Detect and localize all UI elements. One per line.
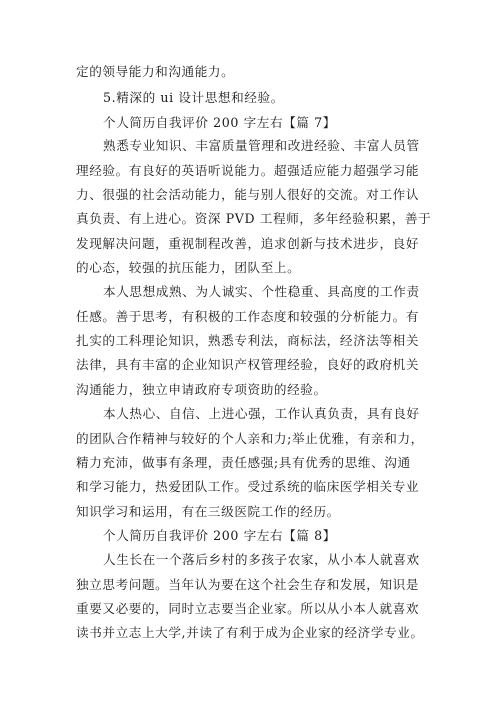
section-heading: 个人简历自我评价 200 字左右【篇 7】 — [103, 115, 336, 130]
text-line: 任感。善于思考，有积极的工作态度和较强的分析能力。有 — [76, 309, 420, 324]
text-line: 沟通能力，独立申请政府专项资助的经验。 — [76, 382, 327, 397]
text-line: 知识学习和运用，有在三级医院工作的经历。 — [76, 504, 340, 519]
section-heading: 个人简历自我评价 200 字左右【篇 8】 — [103, 528, 336, 543]
text-line: 重要又必要的，同时立志要当企业家。所以从小本人就喜欢 — [76, 601, 420, 616]
text-line: 定的领导能力和沟通能力。 — [76, 64, 235, 79]
text-line: 熟悉专业知识、丰富质量管理和改进经验、丰富人员管 — [103, 138, 420, 153]
text-line: 真负责、有上进心。资深 PVD 工程师，多年经验积累，善于 — [76, 211, 432, 226]
text-line: 的心态，较强的抗压能力，团队至上。 — [76, 260, 301, 275]
text-line: 本人热心、自信、上进心强，工作认真负责，具有良好 — [103, 406, 420, 421]
text-line: 理经验。有良好的英语听说能力。超强适应能力超强学习能 — [76, 163, 420, 178]
text-line: 发现解决问题，重视制程改善，追求创新与技术进步，良好 — [76, 236, 420, 251]
text-line: 人生长在一个落后乡村的多孩子农家，从小本人就喜欢 — [103, 552, 420, 567]
text-line: 力、很强的社会活动能力，能与别人很好的交流。对工作认 — [76, 187, 420, 202]
text-line: 的团队合作精神与较好的个人亲和力;举止优雅，有亲和力， — [76, 431, 424, 446]
text-line: 和学习能力，热爱团队工作。受过系统的临床医学相关专业 — [76, 479, 420, 494]
text-line: 独立思考问题。当年认为要在这个社会生存和发展，知识是 — [76, 577, 420, 592]
text-line: 本人思想成熟、为人诚实、个性稳重、具高度的工作责 — [103, 284, 420, 299]
text-line: 读书并立志上大学,并读了有利于成为企业家的经济学专业。 — [76, 625, 424, 640]
text-line: 精力充沛，做事有条理，责任感强;具有优秀的思维、沟通 — [76, 455, 411, 470]
text-line: 法律，具有丰富的企业知识产权管理经验，良好的政府机关 — [76, 357, 420, 372]
text-line: 扎实的工科理论知识，熟悉专利法，商标法，经济法等相关 — [76, 333, 420, 348]
list-item: 5.精深的 ui 设计思想和经验。 — [103, 90, 284, 105]
